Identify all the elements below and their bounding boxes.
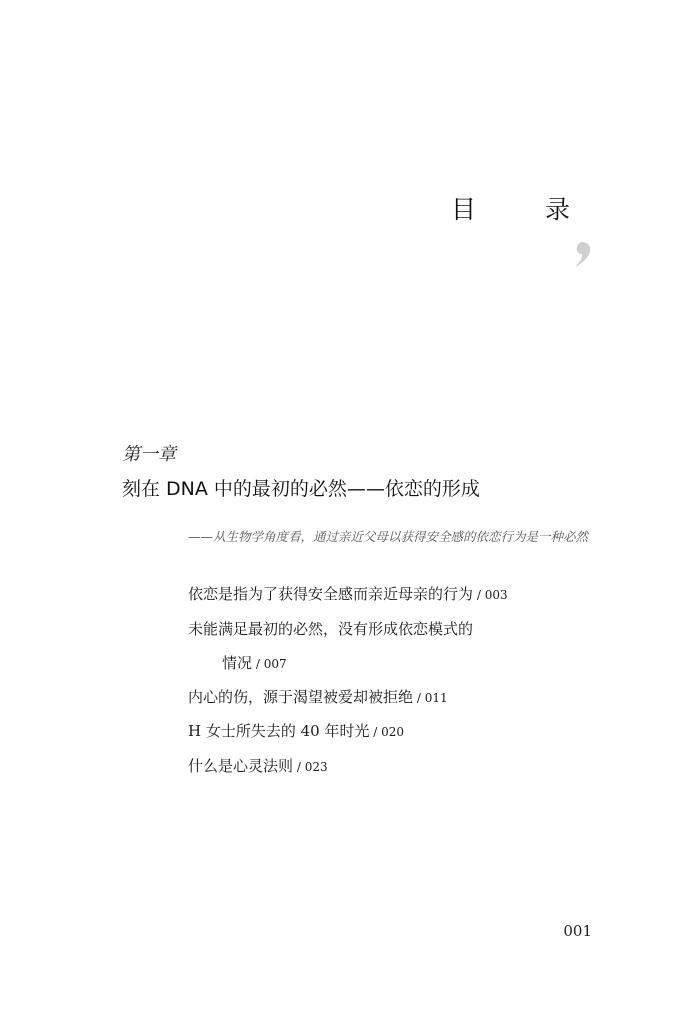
toc-entry-text: 什么是心灵法则 xyxy=(188,757,294,775)
decorative-comma-icon xyxy=(572,240,592,268)
chapter-label: 第一章 xyxy=(122,444,176,465)
toc-entry-text: 依恋是指为了获得安全感而亲近母亲的行为 xyxy=(188,585,474,603)
toc-entry[interactable] xyxy=(188,755,328,776)
chapter-subtitle: ——从生物学角度看，通过亲近父母以获得安全感的依恋行为是一种必然 xyxy=(188,529,589,544)
toc-entry-continuation[interactable] xyxy=(222,652,287,673)
toc-entry[interactable] xyxy=(188,618,473,639)
toc-entry-page: / 007 xyxy=(252,657,287,671)
toc-entry[interactable] xyxy=(188,583,508,604)
toc-entry-page: / 011 xyxy=(413,691,448,705)
toc-entry-page: / 023 xyxy=(293,760,328,774)
toc-entry-text: 内心的伤，源于渴望被爱却被拒绝 xyxy=(188,688,414,706)
toc-entry-text: 情况 xyxy=(222,654,253,672)
page-number: 001 xyxy=(563,922,592,940)
toc-entry-text: 未能满足最初的必然，没有形成依恋模式的 xyxy=(188,620,474,638)
toc-entry-text: H 女士所失去的 40 年时光 xyxy=(188,722,370,740)
chapter-title: 刻在 DNA 中的最初的必然——依恋的形成 xyxy=(122,478,480,500)
toc-entry[interactable] xyxy=(188,686,448,707)
toc-entry-page: / 003 xyxy=(473,588,508,602)
toc-entry[interactable] xyxy=(188,720,404,741)
table-of-contents-title: 目 录 xyxy=(450,195,592,224)
toc-entry-page: / 020 xyxy=(369,725,405,739)
